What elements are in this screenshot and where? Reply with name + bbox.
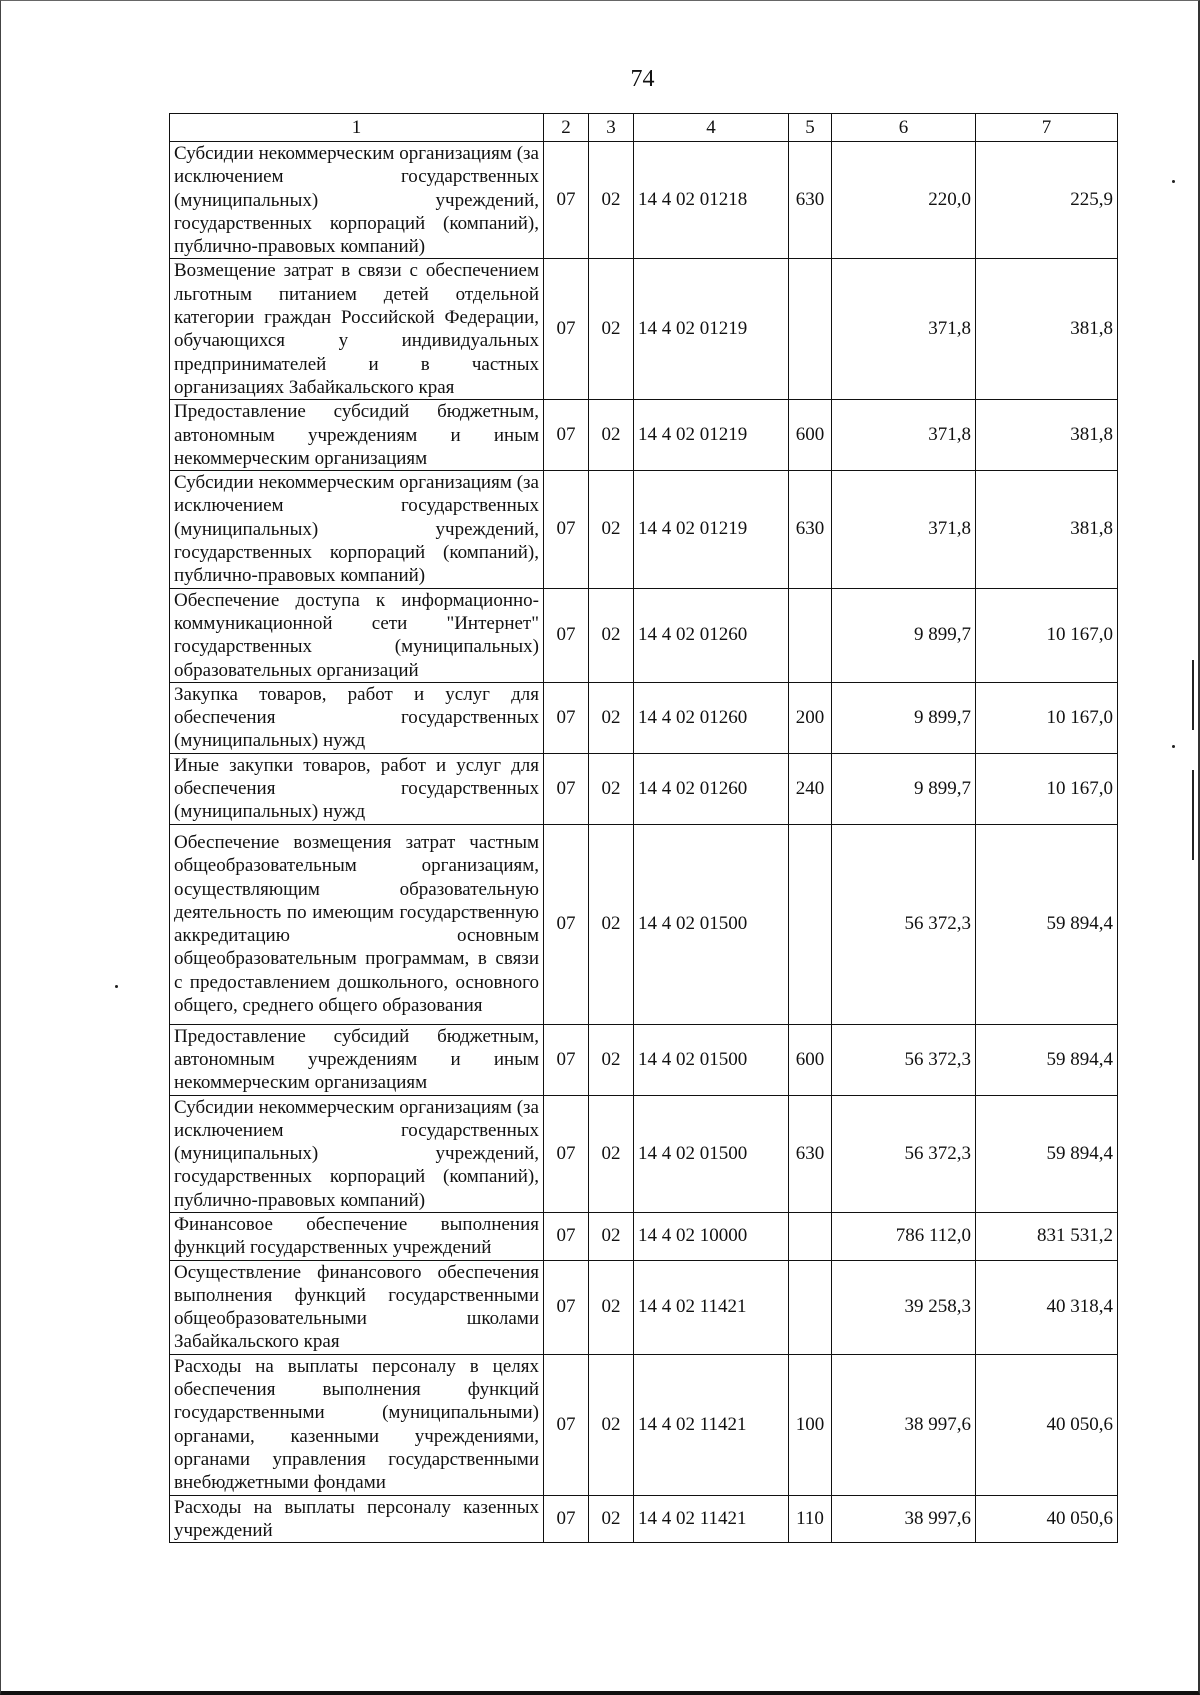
row-name: Обеспечение возмещения затрат частным общеобразовательным организациям, осуществляющим образовательную деятельность по имеющим государственную аккредитацию основным общеобразовательным программам, в связи с предоставлением дошкольного, основного общего, среднего общего образования <box>170 824 544 1024</box>
row-code: 14 4 02 01260 <box>634 588 789 682</box>
row-subsection: 02 <box>589 400 634 471</box>
row-expense-type <box>789 259 832 400</box>
row-amount-col6: 39 258,3 <box>832 1260 976 1354</box>
table-row <box>170 753 1118 824</box>
row-name: Возмещение затрат в связи с обеспечением льготным питанием детей отдельной категории граждан Российской Федерации, обучающихся у индивидуальных предпринимателей и в частных организациях Забайкальского края <box>170 259 544 400</box>
row-amount-col7: 225,9 <box>976 142 1118 259</box>
row-name: Закупка товаров, работ и услуг для обеспечения государственных (муниципальных) нужд <box>170 682 544 753</box>
row-subsection: 02 <box>589 1212 634 1260</box>
row-name: Иные закупки товаров, работ и услуг для обеспечения государственных (муниципальных) нужд <box>170 753 544 824</box>
scan-edge-mark <box>1192 660 1194 730</box>
row-section: 07 <box>544 588 589 682</box>
row-code: 14 4 02 11421 <box>634 1260 789 1354</box>
row-amount-col6: 38 997,6 <box>832 1354 976 1495</box>
row-amount-col7: 381,8 <box>976 259 1118 400</box>
row-section: 07 <box>544 824 589 1024</box>
row-amount-col6: 371,8 <box>832 471 976 588</box>
scan-speck <box>115 985 118 988</box>
header-col-4: 4 <box>634 114 789 142</box>
row-subsection: 02 <box>589 682 634 753</box>
row-amount-col6: 220,0 <box>832 142 976 259</box>
table-body <box>170 142 1118 1543</box>
row-amount-col7: 10 167,0 <box>976 588 1118 682</box>
row-section: 07 <box>544 753 589 824</box>
row-code: 14 4 02 01500 <box>634 1095 789 1212</box>
row-subsection: 02 <box>589 142 634 259</box>
row-code: 14 4 02 11421 <box>634 1495 789 1543</box>
row-code: 14 4 02 01500 <box>634 1024 789 1095</box>
table-row <box>170 400 1118 471</box>
row-expense-type: 100 <box>789 1354 832 1495</box>
row-code: 14 4 02 11421 <box>634 1354 789 1495</box>
row-amount-col6: 371,8 <box>832 400 976 471</box>
row-expense-type: 110 <box>789 1495 832 1543</box>
row-amount-col6: 371,8 <box>832 259 976 400</box>
row-amount-col7: 10 167,0 <box>976 753 1118 824</box>
page-number: 74 <box>630 66 655 92</box>
row-subsection: 02 <box>589 1024 634 1095</box>
row-amount-col6: 9 899,7 <box>832 588 976 682</box>
table-row <box>170 1095 1118 1212</box>
row-section: 07 <box>544 259 589 400</box>
row-subsection: 02 <box>589 1095 634 1212</box>
row-amount-col6: 56 372,3 <box>832 1024 976 1095</box>
row-subsection: 02 <box>589 471 634 588</box>
row-expense-type: 630 <box>789 1095 832 1212</box>
row-expense-type: 630 <box>789 142 832 259</box>
row-section: 07 <box>544 1024 589 1095</box>
row-name: Обеспечение доступа к информационно-коммуникационной сети "Интернет" государственных (муниципальных) образовательных организаций <box>170 588 544 682</box>
row-code: 14 4 02 01218 <box>634 142 789 259</box>
row-amount-col6: 38 997,6 <box>832 1495 976 1543</box>
row-amount-col7: 10 167,0 <box>976 682 1118 753</box>
row-expense-type <box>789 824 832 1024</box>
table-row <box>170 1024 1118 1095</box>
row-amount-col7: 59 894,4 <box>976 1024 1118 1095</box>
row-amount-col7: 59 894,4 <box>976 1095 1118 1212</box>
row-subsection: 02 <box>589 753 634 824</box>
row-section: 07 <box>544 1354 589 1495</box>
row-name: Расходы на выплаты персоналу казенных учреждений <box>170 1495 544 1543</box>
row-subsection: 02 <box>589 1495 634 1543</box>
table-row <box>170 1354 1118 1495</box>
row-expense-type: 630 <box>789 471 832 588</box>
scan-edge-mark <box>1192 770 1194 860</box>
row-expense-type <box>789 588 832 682</box>
row-name: Финансовое обеспечение выполнения функций государственных учреждений <box>170 1212 544 1260</box>
budget-table <box>169 113 1118 1543</box>
table-row <box>170 588 1118 682</box>
row-subsection: 02 <box>589 824 634 1024</box>
row-amount-col7: 831 531,2 <box>976 1212 1118 1260</box>
row-amount-col7: 59 894,4 <box>976 824 1118 1024</box>
row-subsection: 02 <box>589 259 634 400</box>
header-col-5: 5 <box>789 114 832 142</box>
table-row <box>170 682 1118 753</box>
row-name: Субсидии некоммерческим организациям (за исключением государственных (муниципальных) учреждений, государственных корпораций (компаний), публично-правовых компаний) <box>170 1095 544 1212</box>
row-section: 07 <box>544 400 589 471</box>
row-section: 07 <box>544 1095 589 1212</box>
row-expense-type <box>789 1212 832 1260</box>
row-amount-col6: 9 899,7 <box>832 753 976 824</box>
header-col-7: 7 <box>976 114 1118 142</box>
header-row <box>170 114 1118 142</box>
row-amount-col7: 40 050,6 <box>976 1354 1118 1495</box>
header-col-3: 3 <box>589 114 634 142</box>
row-section: 07 <box>544 682 589 753</box>
header-col-1: 1 <box>170 114 544 142</box>
row-code: 14 4 02 10000 <box>634 1212 789 1260</box>
row-code: 14 4 02 01260 <box>634 753 789 824</box>
scan-speck <box>1172 745 1175 748</box>
row-section: 07 <box>544 471 589 588</box>
header-col-6: 6 <box>832 114 976 142</box>
row-name: Осуществление финансового обеспечения выполнения функций государственными общеобразовательными школами Забайкальского края <box>170 1260 544 1354</box>
row-expense-type: 600 <box>789 1024 832 1095</box>
table-row <box>170 1212 1118 1260</box>
row-name: Предоставление субсидий бюджетным, автономным учреждениям и иным некоммерческим организациям <box>170 400 544 471</box>
row-amount-col6: 786 112,0 <box>832 1212 976 1260</box>
row-subsection: 02 <box>589 588 634 682</box>
table-row <box>170 1260 1118 1354</box>
table-row <box>170 259 1118 400</box>
scan-speck <box>1172 180 1175 183</box>
row-code: 14 4 02 01219 <box>634 400 789 471</box>
row-subsection: 02 <box>589 1260 634 1354</box>
table-row <box>170 824 1118 1024</box>
row-amount-col6: 56 372,3 <box>832 1095 976 1212</box>
table-row <box>170 142 1118 259</box>
row-amount-col6: 9 899,7 <box>832 682 976 753</box>
row-amount-col7: 381,8 <box>976 471 1118 588</box>
row-code: 14 4 02 01219 <box>634 471 789 588</box>
row-name: Субсидии некоммерческим организациям (за исключением государственных (муниципальных) учреждений, государственных корпораций (компаний), публично-правовых компаний) <box>170 471 544 588</box>
row-amount-col6: 56 372,3 <box>832 824 976 1024</box>
table-row <box>170 471 1118 588</box>
row-amount-col7: 40 318,4 <box>976 1260 1118 1354</box>
row-expense-type: 600 <box>789 400 832 471</box>
row-code: 14 4 02 01500 <box>634 824 789 1024</box>
table-row <box>170 1495 1118 1543</box>
row-section: 07 <box>544 142 589 259</box>
row-expense-type: 200 <box>789 682 832 753</box>
header-col-2: 2 <box>544 114 589 142</box>
row-amount-col7: 381,8 <box>976 400 1118 471</box>
row-name: Предоставление субсидий бюджетным, автономным учреждениям и иным некоммерческим организациям <box>170 1024 544 1095</box>
row-expense-type: 240 <box>789 753 832 824</box>
row-expense-type <box>789 1260 832 1354</box>
row-code: 14 4 02 01219 <box>634 259 789 400</box>
row-name: Расходы на выплаты персоналу в целях обеспечения выполнения функций государственными (муниципальными) органами, казенными учреждениями, органами управления государственными внебюджетными фондами <box>170 1354 544 1495</box>
row-name: Субсидии некоммерческим организациям (за исключением государственных (муниципальных) учреждений, государственных корпораций (компаний), публично-правовых компаний) <box>170 142 544 259</box>
row-amount-col7: 40 050,6 <box>976 1495 1118 1543</box>
row-code: 14 4 02 01260 <box>634 682 789 753</box>
row-subsection: 02 <box>589 1354 634 1495</box>
row-section: 07 <box>544 1212 589 1260</box>
row-section: 07 <box>544 1260 589 1354</box>
row-section: 07 <box>544 1495 589 1543</box>
